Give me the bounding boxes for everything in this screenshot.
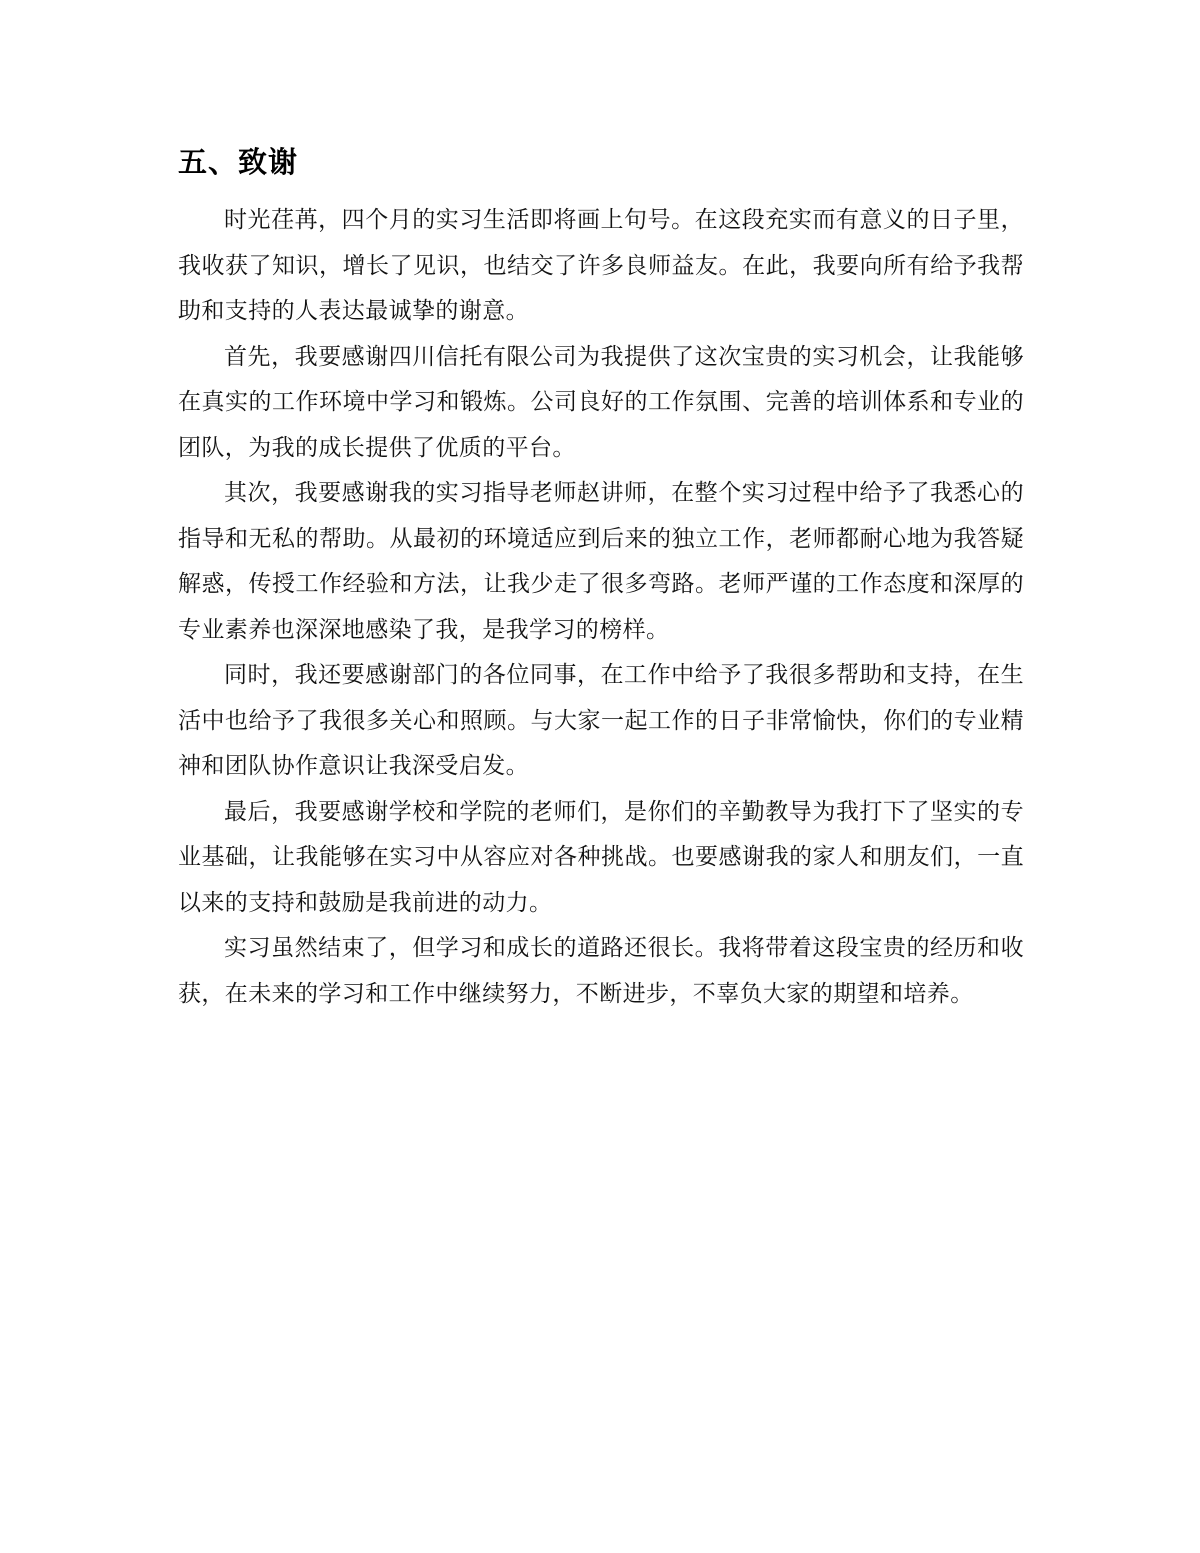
paragraph-company-thanks: 首先，我要感谢四川信托有限公司为我提供了这次宝贵的实习机会，让我能够在真实的工作环境中学习和锻炼。公司良好的工作氛围、完善的培训体系和专业的团队，为我的成长提供了优质的平台。 (178, 343, 1024, 461)
paragraph-colleagues-thanks: 同时，我还要感谢部门的各位同事，在工作中给予了我很多帮助和支持，在生活中也给予了我很多关心和照顾。与大家一起工作的日子非常愉快，你们的专业精神和团队协作意识让我深受启发。 (178, 662, 1024, 779)
paragraph-mentor-thanks: 其次，我要感谢我的实习指导老师赵讲师，在整个实习过程中给予了我悉心的指导和无私的帮助。从最初的环境适应到后来的独立工作，老师都耐心地为我答疑解惑，传授工作经验和方法，让我少走了很多弯路。老师严谨的工作态度和深厚的专业素养也深深地感染了我，是我学习的榜样。 (178, 480, 1024, 643)
paragraph-closing: 实习虽然结束了，但学习和成长的道路还很长。我将带着这段宝贵的经历和收获，在未来的学习和工作中继续努力，不断进步，不辜负大家的期望和培养。 (178, 935, 1024, 1007)
document-body (178, 198, 1024, 1017)
paragraph-intro: 时光荏苒，四个月的实习生活即将画上句号。在这段充实而有意义的日子里，我收获了知识，增长了见识，也结交了许多良师益友。在此，我要向所有给予我帮助和支持的人表达最诚挚的谢意。 (178, 207, 1024, 324)
paragraph-school-family-thanks: 最后，我要感谢学校和学院的老师们，是你们的辛勤教导为我打下了坚实的专业基础，让我能够在实习中从容应对各种挑战。也要感谢我的家人和朋友们，一直以来的支持和鼓励是我前进的动力。 (178, 798, 1024, 916)
section-heading: 五、致谢 (178, 145, 299, 179)
